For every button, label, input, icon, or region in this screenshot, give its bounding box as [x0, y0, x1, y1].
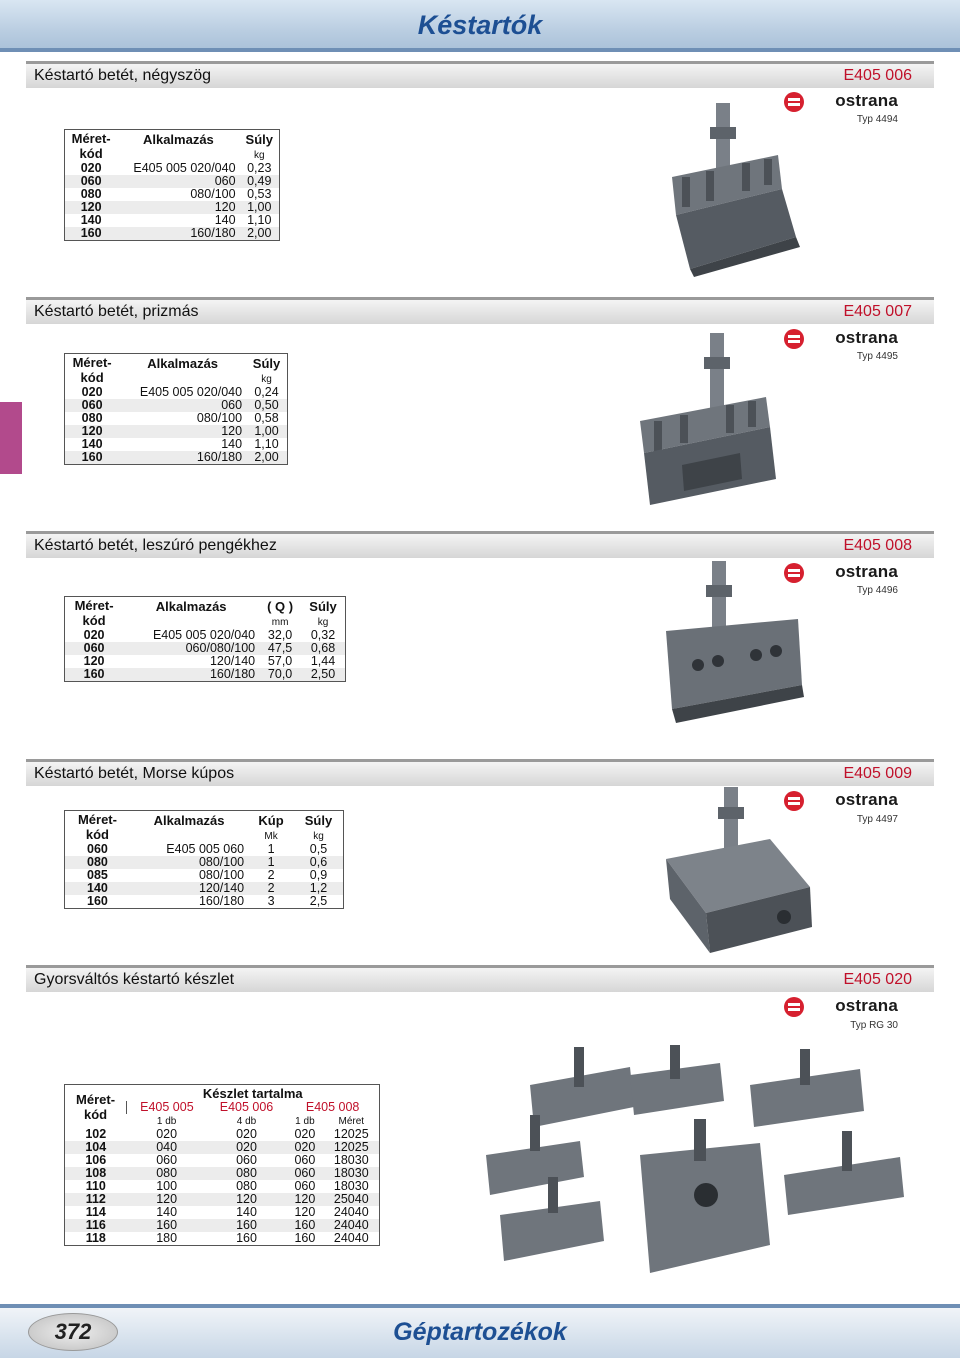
col-header-e405-006: E405 006 [219, 1100, 274, 1114]
row-application: E405 005 020/040 [152, 628, 256, 642]
row-taper: 1 [248, 856, 294, 869]
row-weight: 1,00 [246, 425, 287, 438]
col-header-size: Méret- kód [77, 812, 117, 842]
row-size: 110 [85, 1179, 106, 1193]
row-e405-008: 120 [286, 1193, 323, 1206]
row-e405-006: 160 [207, 1219, 287, 1232]
row-blade-size: 18030 [333, 1179, 369, 1193]
row-application: 160/180 [198, 894, 245, 908]
row-e405-006: 140 [236, 1205, 257, 1219]
unit-e405-006: 4 db [236, 1115, 257, 1127]
brand-name: ostrana [835, 790, 898, 809]
unit-e405-008: 1 db [295, 1115, 315, 1127]
row-e405-008: 020 [294, 1127, 316, 1141]
row-size: 116 [65, 1219, 127, 1232]
page-footer [0, 1304, 960, 1358]
section-title: Késtartó betét, Morse kúpos [34, 765, 235, 782]
row-weight: 0,53 [247, 187, 272, 201]
row-size: 080 [80, 187, 102, 201]
row-application: 080/100 [130, 856, 248, 869]
row-blade-size: 12025 [324, 1141, 380, 1154]
row-size: 080 [65, 856, 130, 869]
row-e405-006: 160 [236, 1231, 257, 1245]
col-header-weight: Súly [245, 131, 273, 147]
unit-weight: kg [313, 830, 324, 842]
row-size: 085 [87, 868, 108, 882]
section-e405-008 [26, 531, 934, 751]
row-e405-005: 140 [156, 1205, 178, 1219]
unit-weight: kg [253, 149, 265, 161]
row-weight: 0,58 [254, 411, 279, 425]
unit-e405-005: 1 db [156, 1115, 177, 1127]
section-bar [26, 61, 934, 88]
row-e405-005: 100 [156, 1179, 178, 1193]
brand-name: ostrana [835, 91, 898, 110]
row-size: 104 [65, 1141, 127, 1154]
unit-q: mm [271, 616, 289, 628]
section-title: Késtartó betét, leszúró pengékhez [34, 537, 277, 554]
page-header [0, 0, 960, 52]
section-bar [26, 531, 934, 558]
section-code: E405 009 [843, 765, 912, 782]
row-blade-size: 24040 [333, 1205, 369, 1219]
col-header-size: Méret- kód [74, 598, 114, 628]
unit-taper: Mk [264, 830, 278, 842]
section-code: E405 008 [843, 537, 912, 554]
row-application: 160/180 [117, 227, 239, 241]
row-application: 120/140 [130, 882, 248, 895]
row-weight: 1,2 [294, 882, 344, 895]
row-size: 060 [65, 399, 120, 412]
ostrana-logo-icon [784, 329, 804, 349]
row-size: 160 [87, 894, 108, 908]
row-size: 020 [81, 385, 103, 399]
section-code: E405 020 [843, 971, 912, 988]
row-q: 32,0 [267, 628, 293, 642]
row-e405-006: 120 [207, 1193, 287, 1206]
footer-title: Géptartozékok [393, 1318, 567, 1346]
section-bar [26, 759, 934, 786]
row-weight: 0,50 [246, 399, 287, 412]
row-application: 160/180 [123, 668, 259, 682]
row-weight: 1,44 [310, 654, 336, 668]
row-size: 102 [85, 1127, 107, 1141]
row-weight: 0,23 [247, 161, 272, 175]
section-title: Gyorsváltós késtartó készlet [34, 971, 235, 988]
row-size: 020 [83, 628, 105, 642]
spec-table [64, 353, 288, 465]
type-number: Typ 4495 [856, 351, 898, 362]
row-blade-size: 25040 [324, 1193, 380, 1206]
row-weight: 2,5 [309, 894, 328, 908]
row-weight: 0,24 [254, 385, 279, 399]
unit-size: Méret [338, 1115, 365, 1127]
row-application: 120 [117, 201, 239, 214]
row-e405-006: 060 [236, 1153, 257, 1167]
type-number: Typ 4497 [856, 814, 898, 825]
row-q: 47,5 [259, 642, 301, 655]
unit-weight: kg [261, 373, 272, 385]
col-header-application: Alkalmazás [155, 598, 227, 614]
row-application: 060 [117, 175, 239, 188]
row-blade-size: 24040 [324, 1219, 380, 1232]
col-header-weight: Súly [252, 355, 281, 371]
row-application: 120 [119, 425, 246, 438]
col-header-size: Méret- kód [71, 131, 111, 161]
col-header-size: Méret- kód [72, 355, 112, 385]
row-size: 120 [65, 201, 118, 214]
row-size: 140 [65, 882, 130, 895]
row-e405-005: 020 [156, 1127, 178, 1141]
row-application: E405 005 020/040 [133, 161, 236, 175]
col-header-size: Méret- kód [76, 1091, 116, 1122]
row-application: E405 005 060 [166, 842, 245, 856]
section-code: E405 007 [843, 303, 912, 320]
row-application: E405 005 020/040 [139, 385, 243, 399]
row-e405-008: 160 [294, 1231, 316, 1245]
type-number: Typ 4496 [856, 585, 898, 596]
row-e405-008: 020 [286, 1141, 323, 1154]
row-size: 060 [65, 175, 118, 188]
row-e405-008: 120 [294, 1205, 316, 1219]
row-weight: 2,50 [301, 668, 345, 682]
row-application: 140 [221, 437, 243, 451]
row-e405-006: 080 [207, 1167, 287, 1180]
page-number: 372 [28, 1313, 118, 1351]
row-taper: 2 [248, 882, 294, 895]
section-e405-020 [26, 965, 934, 1295]
col-header-q: ( Q ) [267, 598, 294, 614]
section-bar [26, 965, 934, 992]
row-weight: 1,10 [254, 437, 279, 451]
row-e405-008: 060 [294, 1153, 316, 1167]
section-title: Késtartó betét, prizmás [34, 303, 199, 320]
row-q: 57,0 [267, 654, 293, 668]
row-application: 080/100 [190, 187, 236, 201]
tool-holder-square-image [660, 97, 810, 277]
tool-holder-kit-image [480, 1045, 920, 1285]
row-size: 020 [80, 161, 102, 175]
row-weight: 1,00 [240, 201, 280, 214]
row-application: 140 [214, 213, 236, 227]
row-size: 160 [65, 668, 124, 682]
brand-name: ostrana [835, 562, 898, 581]
col-header-application: Alkalmazás [147, 355, 219, 371]
row-application: 160/180 [119, 451, 246, 465]
unit-weight: kg [317, 616, 329, 628]
brand-name: ostrana [835, 328, 898, 347]
spec-table [64, 129, 280, 241]
row-e405-005: 080 [127, 1167, 207, 1180]
tool-holder-prism-image [630, 329, 780, 507]
type-number: Typ RG 30 [850, 1020, 898, 1031]
row-e405-005: 040 [127, 1141, 207, 1154]
row-size: 120 [83, 654, 105, 668]
brand-name: ostrana [835, 996, 898, 1015]
row-e405-005: 180 [156, 1231, 178, 1245]
group-header-kit-contents: Készlet tartalma [202, 1085, 303, 1101]
row-size: 160 [65, 227, 118, 241]
page-title: Késtartók [417, 10, 543, 40]
row-size: 140 [80, 213, 102, 227]
row-taper: 1 [267, 842, 275, 856]
row-size: 112 [65, 1193, 127, 1206]
col-header-e405-005: E405 005 [127, 1101, 207, 1114]
ostrana-logo-icon [784, 997, 804, 1017]
row-size: 118 [85, 1231, 106, 1245]
row-e405-006: 020 [236, 1127, 257, 1141]
row-e405-005: 060 [156, 1153, 178, 1167]
tool-holder-parting-image [652, 559, 812, 725]
row-size: 060 [87, 842, 108, 856]
row-application: 080/100 [198, 868, 245, 882]
col-header-application: Alkalmazás [142, 131, 214, 147]
section-e405-007 [26, 297, 934, 517]
row-e405-006: 020 [207, 1141, 287, 1154]
row-weight: 2,00 [246, 451, 287, 465]
row-e405-005: 120 [127, 1193, 207, 1206]
col-header-weight: Súly [304, 812, 333, 828]
row-application: 080/100 [196, 411, 243, 425]
col-header-application: Alkalmazás [153, 812, 225, 828]
row-e405-008: 060 [286, 1167, 323, 1180]
row-taper: 3 [267, 894, 275, 908]
row-taper: 2 [267, 868, 275, 882]
brand-logo [778, 995, 898, 1019]
section-bar [26, 297, 934, 324]
col-header-e405-008: E405 008 [286, 1101, 379, 1114]
row-weight: 1,10 [247, 213, 272, 227]
row-size: 160 [65, 451, 120, 465]
row-e405-008: 160 [286, 1219, 323, 1232]
row-size: 080 [81, 411, 103, 425]
row-size: 140 [81, 437, 103, 451]
row-size: 114 [85, 1205, 106, 1219]
row-weight: 0,49 [240, 175, 280, 188]
row-application: 060/080/100 [123, 642, 259, 655]
chapter-tab [0, 402, 22, 474]
kit-table [64, 1084, 380, 1246]
col-header-taper: Kúp [258, 812, 284, 828]
section-title: Késtartó betét, négyszög [34, 67, 211, 84]
section-e405-009 [26, 759, 934, 959]
section-e405-006 [26, 61, 934, 281]
row-size: 120 [65, 425, 120, 438]
tool-holder-morse-image [660, 787, 820, 955]
row-blade-size: 18030 [333, 1153, 369, 1167]
spec-table [64, 810, 344, 909]
row-weight: 0,32 [310, 628, 336, 642]
row-e405-006: 080 [236, 1179, 257, 1193]
brand-logo [778, 327, 898, 351]
row-e405-005: 160 [127, 1219, 207, 1232]
row-blade-size: 12025 [333, 1127, 369, 1141]
row-blade-size: 18030 [324, 1167, 380, 1180]
type-number: Typ 4494 [856, 114, 898, 125]
row-size: 106 [85, 1153, 107, 1167]
row-weight: 2,00 [240, 227, 280, 241]
row-size: 108 [65, 1167, 127, 1180]
row-application: 120/140 [209, 654, 256, 668]
spec-table [64, 596, 346, 682]
col-header-weight: Súly [309, 598, 337, 614]
row-weight: 0,6 [294, 856, 344, 869]
row-blade-size: 24040 [333, 1231, 369, 1245]
section-code: E405 006 [843, 67, 912, 84]
row-weight: 0,5 [309, 842, 328, 856]
row-size: 060 [65, 642, 124, 655]
row-weight: 0,9 [309, 868, 328, 882]
row-e405-008: 060 [294, 1179, 316, 1193]
row-application: 060 [119, 399, 246, 412]
row-weight: 0,68 [301, 642, 345, 655]
row-q: 70,0 [259, 668, 301, 682]
header-rule [0, 48, 960, 52]
